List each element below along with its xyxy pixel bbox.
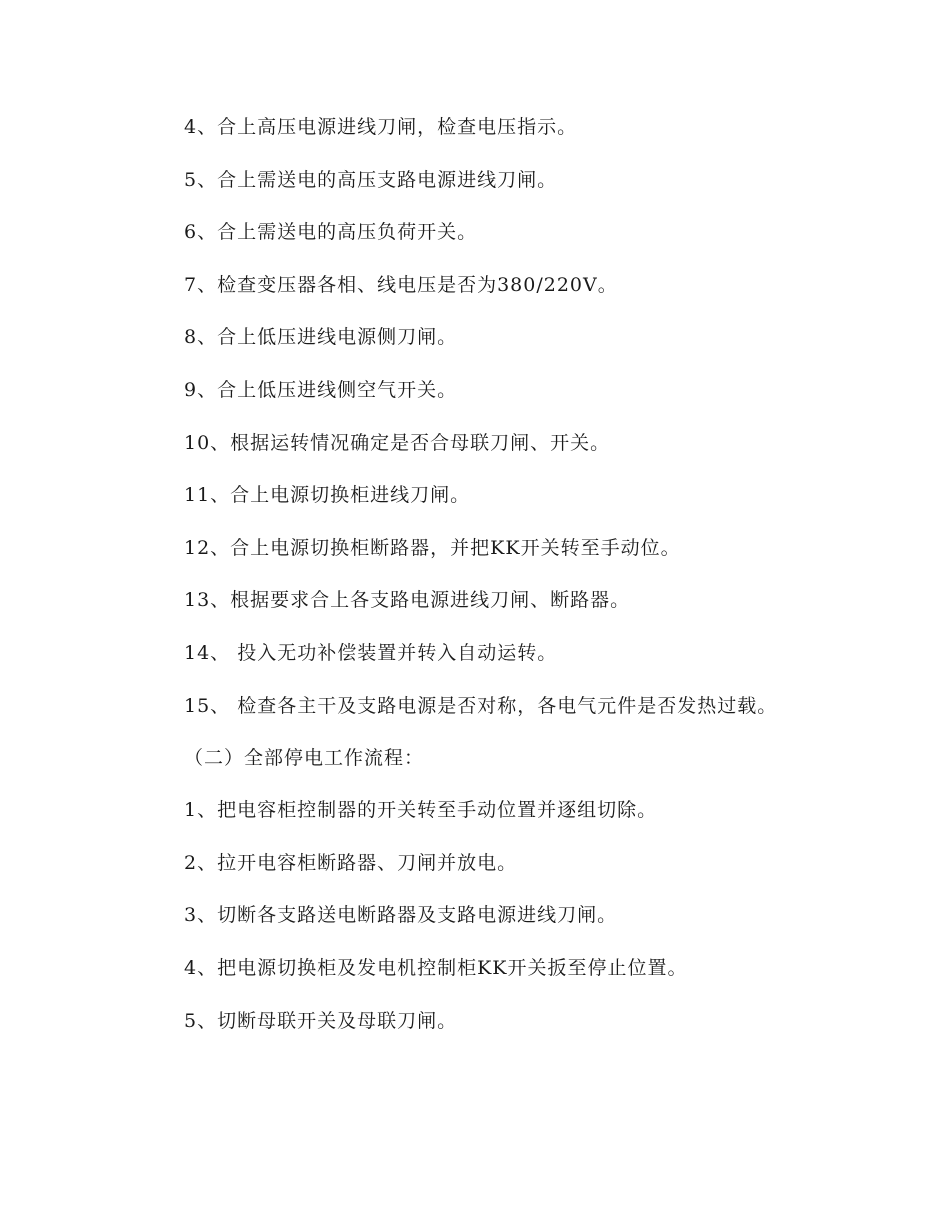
step-8-close-lv-incoming-switch: 8、合上低压进线电源侧刀闸。 <box>184 326 458 349</box>
outage-step-5-cut-bus-tie: 5、切断母联开关及母联刀闸。 <box>184 1009 458 1032</box>
step-10-bus-tie-decision: 10、根据运转情况确定是否合母联刀闸、开关。 <box>184 431 611 454</box>
step-4-close-hv-incoming-switch: 4、合上高压电源进线刀闸，检查电压指示。 <box>184 116 578 138</box>
step-12-close-transfer-breaker: 12、合上电源切换柜断路器，并把KK开关转至手动位。 <box>184 536 681 559</box>
step-9-close-lv-air-switch: 9、合上低压进线侧空气开关。 <box>184 378 458 401</box>
outage-step-4-kk-switch-stop: 4、把电源切换柜及发电机控制柜KK开关扳至停止位置。 <box>184 956 688 979</box>
step-7-check-transformer-voltage: 7、检查变压器各相、线电压是否为380/220V。 <box>184 273 618 296</box>
step-6-close-hv-load-switch: 6、合上需送电的高压负荷开关。 <box>184 221 478 244</box>
outage-step-1-capacitor-manual: 1、把电容柜控制器的开关转至手动位置并逐组切除。 <box>184 799 658 822</box>
step-11-close-transfer-cabinet-switch: 11、合上电源切换柜进线刀闸。 <box>184 484 471 507</box>
document-body <box>142 114 788 1060</box>
step-13-close-branch-breakers: 13、根据要求合上各支路电源进线刀闸、断路器。 <box>184 589 631 612</box>
step-5-close-hv-branch-switch: 5、合上需送电的高压支路电源进线刀闸。 <box>184 168 558 191</box>
step-15-check-symmetry: 15、 检查各主干及支路电源是否对称，各电气元件是否发热过载。 <box>184 694 778 717</box>
outage-step-3-cut-branch-breakers: 3、切断各支路送电断路器及支路电源进线刀闸。 <box>184 904 618 927</box>
outage-step-2-open-capacitor-breaker: 2、拉开电容柜断路器、刀闸并放电。 <box>184 851 518 874</box>
step-14-reactive-compensation: 14、 投入无功补偿装置并转入自动运转。 <box>184 641 558 664</box>
section-heading-full-outage: （二）全部停电工作流程： <box>184 746 425 769</box>
